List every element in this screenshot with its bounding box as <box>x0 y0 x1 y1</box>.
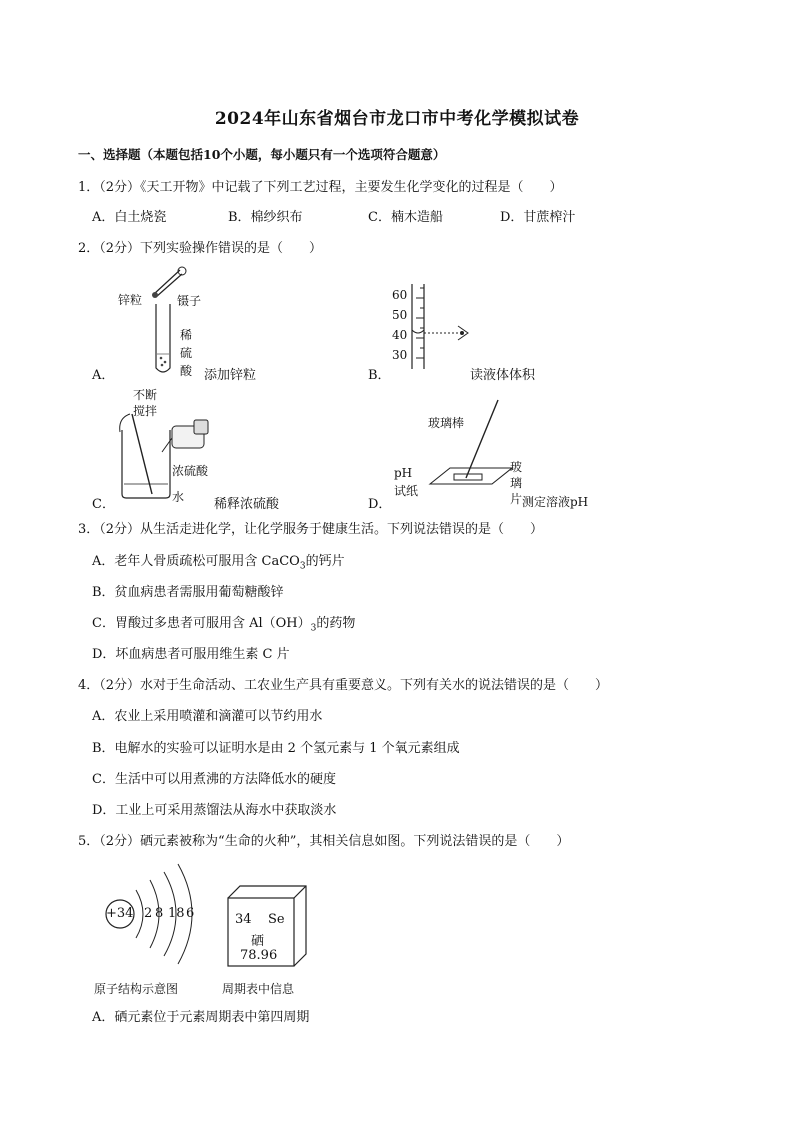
q2-option-d[interactable]: D． <box>368 497 392 512</box>
label-glass-1: 玻 <box>510 460 523 474</box>
shell-2: 8 <box>155 906 164 921</box>
label-zinc: 锌粒 <box>118 293 143 307</box>
tick-30: 30 <box>392 348 408 362</box>
figure-dilute-acid <box>112 408 222 503</box>
q4-option-c[interactable]: C．生活中可以用煮沸的方法降低水的硬度 <box>92 772 336 787</box>
q4-option-a[interactable]: A．农业上采用喷灌和滴灌可以节约用水 <box>92 709 323 724</box>
element-name: 硒 <box>251 934 265 949</box>
q1-option-d[interactable]: D．甘蔗榨汁 <box>500 210 576 225</box>
shell-4: 6 <box>186 906 195 921</box>
label-glass-3: 片 <box>510 492 523 506</box>
caption-add-zinc: 添加锌粒 <box>204 368 257 383</box>
figure-add-zinc <box>110 262 210 382</box>
q3-option-c[interactable]: C．胃酸过多患者可服用含 $Al(OH)_3$的药物 <box>92 616 356 634</box>
q2-option-a[interactable]: A． <box>92 368 115 383</box>
caption-measure-ph: 测定溶液pH <box>522 495 589 509</box>
label-stir-1: 不断 <box>133 388 158 402</box>
nucleus-charge: +34 <box>106 906 134 921</box>
label-ph: pH <box>394 466 413 480</box>
caption-dilute-acid: 稀释浓硫酸 <box>214 497 280 512</box>
caption-read-volume: 读液体体积 <box>470 368 536 383</box>
shell-1: 2 <box>144 906 153 921</box>
page-title: 2024年山东省烟台市龙口市中考化学模拟试卷 <box>214 109 580 129</box>
label-conc-acid: 浓硫酸 <box>172 464 209 478</box>
label-tweezers: 镊子 <box>177 294 202 308</box>
label-glass-2: 璃 <box>510 476 523 490</box>
atom-caption: 原子结构示意图 <box>94 982 179 996</box>
question-3-stem: 3．（2分）从生活走进化学，让化学服务于健康生活。下列说法错误的是（ ） <box>78 522 544 537</box>
q1-option-c[interactable]: C．楠木造船 <box>368 210 443 225</box>
label-dilute: 稀 <box>180 328 193 342</box>
q5-option-a[interactable]: A．硒元素位于元素周期表中第四周期 <box>92 1010 310 1025</box>
q3-option-b[interactable]: B．贫血病患者需服用葡萄糖酸锌 <box>92 585 284 600</box>
q3-option-a[interactable]: A．老年人骨质疏松可服用含 CaCO$_3$的钙片 <box>92 554 345 572</box>
question-5-stem: 5．（2分）硒元素被称为“生命的火种”，其相关信息如图。下列说法错误的是（ ） <box>78 834 570 849</box>
label-sulfuric: 硫 <box>180 346 193 360</box>
label-acid: 酸 <box>180 364 193 378</box>
q1-option-a[interactable]: A．白土烧瓷 <box>92 210 167 225</box>
element-symbol: Se <box>268 912 285 927</box>
q2-option-c[interactable]: C． <box>92 497 115 512</box>
q4-option-d[interactable]: D．工业上可采用蒸馏法从海水中获取淡水 <box>92 803 337 818</box>
shell-3: 18 <box>168 906 185 921</box>
label-water: 水 <box>172 490 185 504</box>
q4-option-b[interactable]: B．电解水的实验可以证明水是由 2 个氢元素与 1 个氧元素组成 <box>92 741 460 756</box>
q1-option-b[interactable]: B．棉纱织布 <box>228 210 303 225</box>
q2-option-b[interactable]: B． <box>368 368 391 383</box>
label-stir-2: 搅拌 <box>133 404 158 418</box>
cell-caption: 周期表中信息 <box>222 982 295 996</box>
atomic-mass: 78.96 <box>240 948 278 963</box>
tick-60: 60 <box>392 288 408 302</box>
label-test-paper: 试纸 <box>394 484 419 498</box>
section-heading: 一、选择题（本题包括10个小题，每小题只有一个选项符合题意） <box>78 147 446 162</box>
atomic-number: 34 <box>235 912 252 927</box>
question-2-stem: 2．（2分）下列实验操作错误的是（ ） <box>78 241 323 256</box>
question-1-stem: 1．（2分）《天工开物》中记载了下列工艺过程，主要发生化学变化的过程是（ ） <box>78 180 563 195</box>
figure-measure-ph <box>420 396 523 500</box>
label-glass-rod: 玻璃棒 <box>428 416 465 430</box>
question-4-stem: 4．（2分）水对于生命活动、工农业生产具有重要意义。下列有关水的说法错误的是（ ） <box>78 678 609 693</box>
tick-50: 50 <box>392 308 408 322</box>
tick-40: 40 <box>392 328 408 342</box>
q3-option-d[interactable]: D．坏血病患者可服用维生素 C 片 <box>92 647 290 662</box>
